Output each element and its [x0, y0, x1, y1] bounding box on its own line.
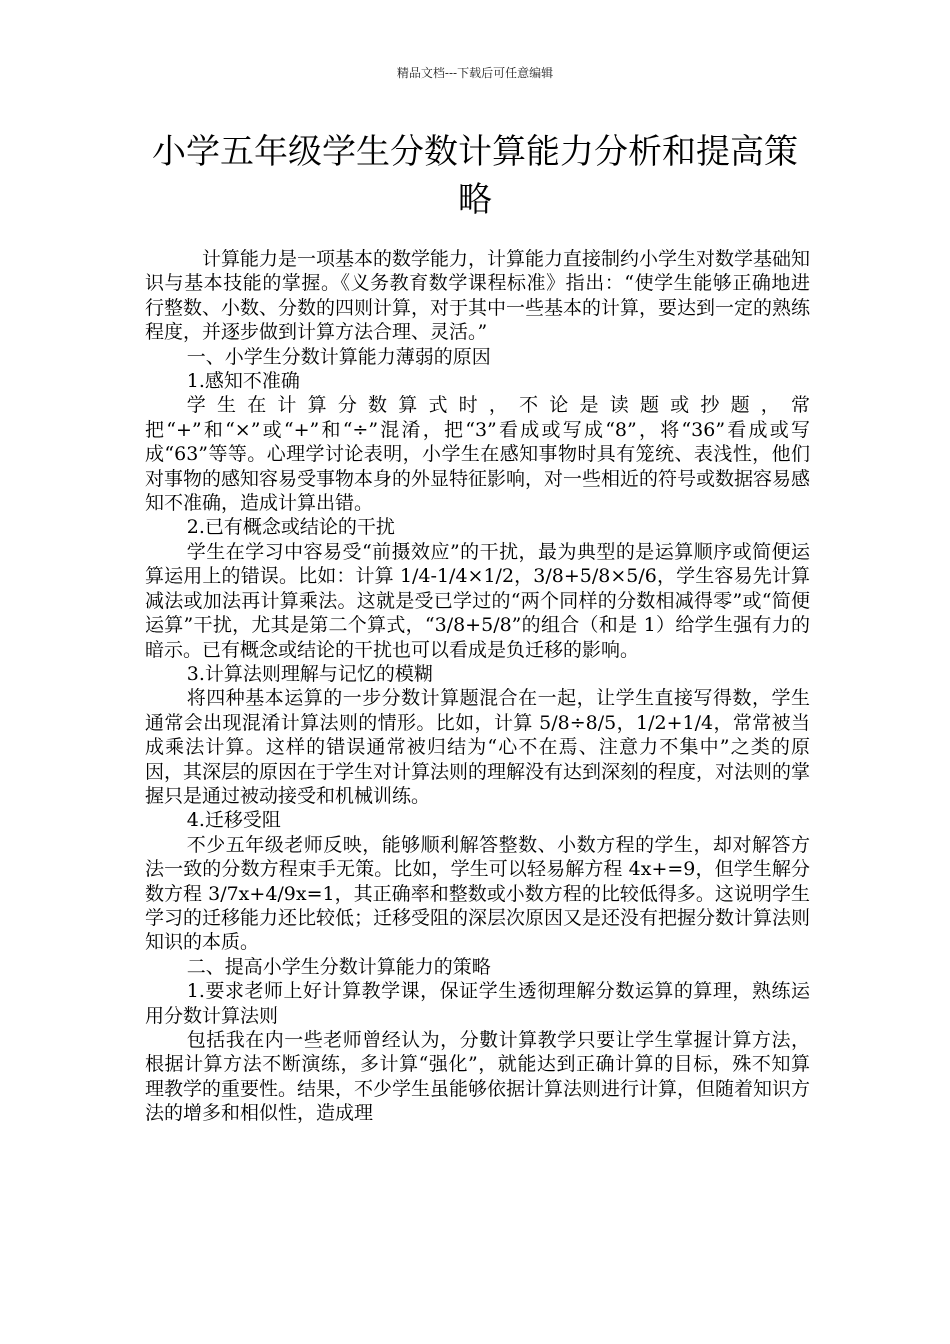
- paragraph-teaching: 包括我在内一些老师曾经认为，分數计算教学只要让学生掌握计算方法，根据计算方法不断演练，多计算“强化”，就能达到正确计算的目标，殊不知算理教学的重要性。结果，不少学生虽能够依据计算法则进行计算，但随着知识方法的增多和相似性，造成理: [145, 1029, 811, 1125]
- section-heading-1: 一、小学生分数计算能力薄弱的原因: [186, 345, 491, 368]
- paragraph-rules: 将四种基本运算的一步分数计算题混合在一起，让学生直接写得数，学生通常会出现混淆计算法则的情形。比如，计算 5/8÷8/5，1/2+1/4，常常被当成乘法计算。这样的错误通常被归结为“心不在焉、注意力不集中”之类的原因，其深层的原因在于学生对计算法则的理解没有达到深刻的程度，对法则的掌握只是通过被动接受和机械训练。: [145, 687, 811, 807]
- paragraph-interference: 学生在学习中容易受“前摄效应”的干扰，最为典型的是运算顺序或简便运算运用上的错误。比如：计算 1/4-1/4×1/2，3/8+5/8×5/6，学生容易先计算减法或加法再计算乘法。这就是受已学过的“两个同样的分数相减得零”或“简便运算”干扰，尤其是第二个算式，“3/8+5/8”的组合（和是 1）给学生强有力的暗示。已有概念或结论的干扰也可以看成是负迁移的影响。: [145, 540, 810, 661]
- subheading-1-3: 3.计算法则理解与记忆的模糊: [186, 662, 433, 685]
- page-header: 精品文档---下载后可任意编辑: [396, 66, 554, 80]
- document-title: 小学五年级学生分数计算能力分析和提高策略: [152, 132, 798, 220]
- subheading-1-2: 2.已有概念或结论的干扰: [186, 516, 395, 539]
- subheading-2-1: 1.要求老师上好计算教学课，保证学生透彻理解分数运算的算理，熟练运用分数计算法则: [145, 980, 810, 1027]
- subheading-1-4: 4.迁移受阻: [186, 809, 281, 832]
- paragraph-perception: 学生在计算分数算式时，不论是读题或抄题，常把“+”和“×”或“+”和“÷”混淆，把“3”看成或写成“8”，将“36”看成或写成“63”等等。心理学讨论表明，小学生在感知事物时具有笼统、表浅性，他们对事物的感知容易受事物本身的外显特征影响，对一些相近的符号或数据容易感知不准确，造成计算出错。: [145, 394, 811, 515]
- section-heading-2: 二、提高小学生分数计算能力的策略: [186, 955, 491, 978]
- subheading-1-1: 1.感知不准确: [186, 370, 300, 393]
- paragraph-transfer: 不少五年级老师反映，能够顺利解答整数、小数方程的学生，却对解答方法一致的分数方程束手无策。比如，学生可以轻易解方程 4x+=9，但学生解分数方程 3/7x+4/9x=1，其正确率和整数或小数方程的比较低得多。这说明学生学习的迁移能力还比较低；迁移受阻的深层次原因又是还没有把握分数计算法则知识的本质。: [145, 833, 811, 954]
- document-body: [145, 247, 810, 1126]
- paragraph-intro: 计算能力是一项基本的数学能力，计算能力直接制约小学生对数学基础知识与基本技能的掌握。《义务教育数学课程标准》指出：“使学生能够正确地进行整数、小数、分数的四则计算，对于其中一些基本的计算，要达到一定的熟练程度，并逐步做到计算方法合理、灵活。”: [145, 248, 811, 344]
